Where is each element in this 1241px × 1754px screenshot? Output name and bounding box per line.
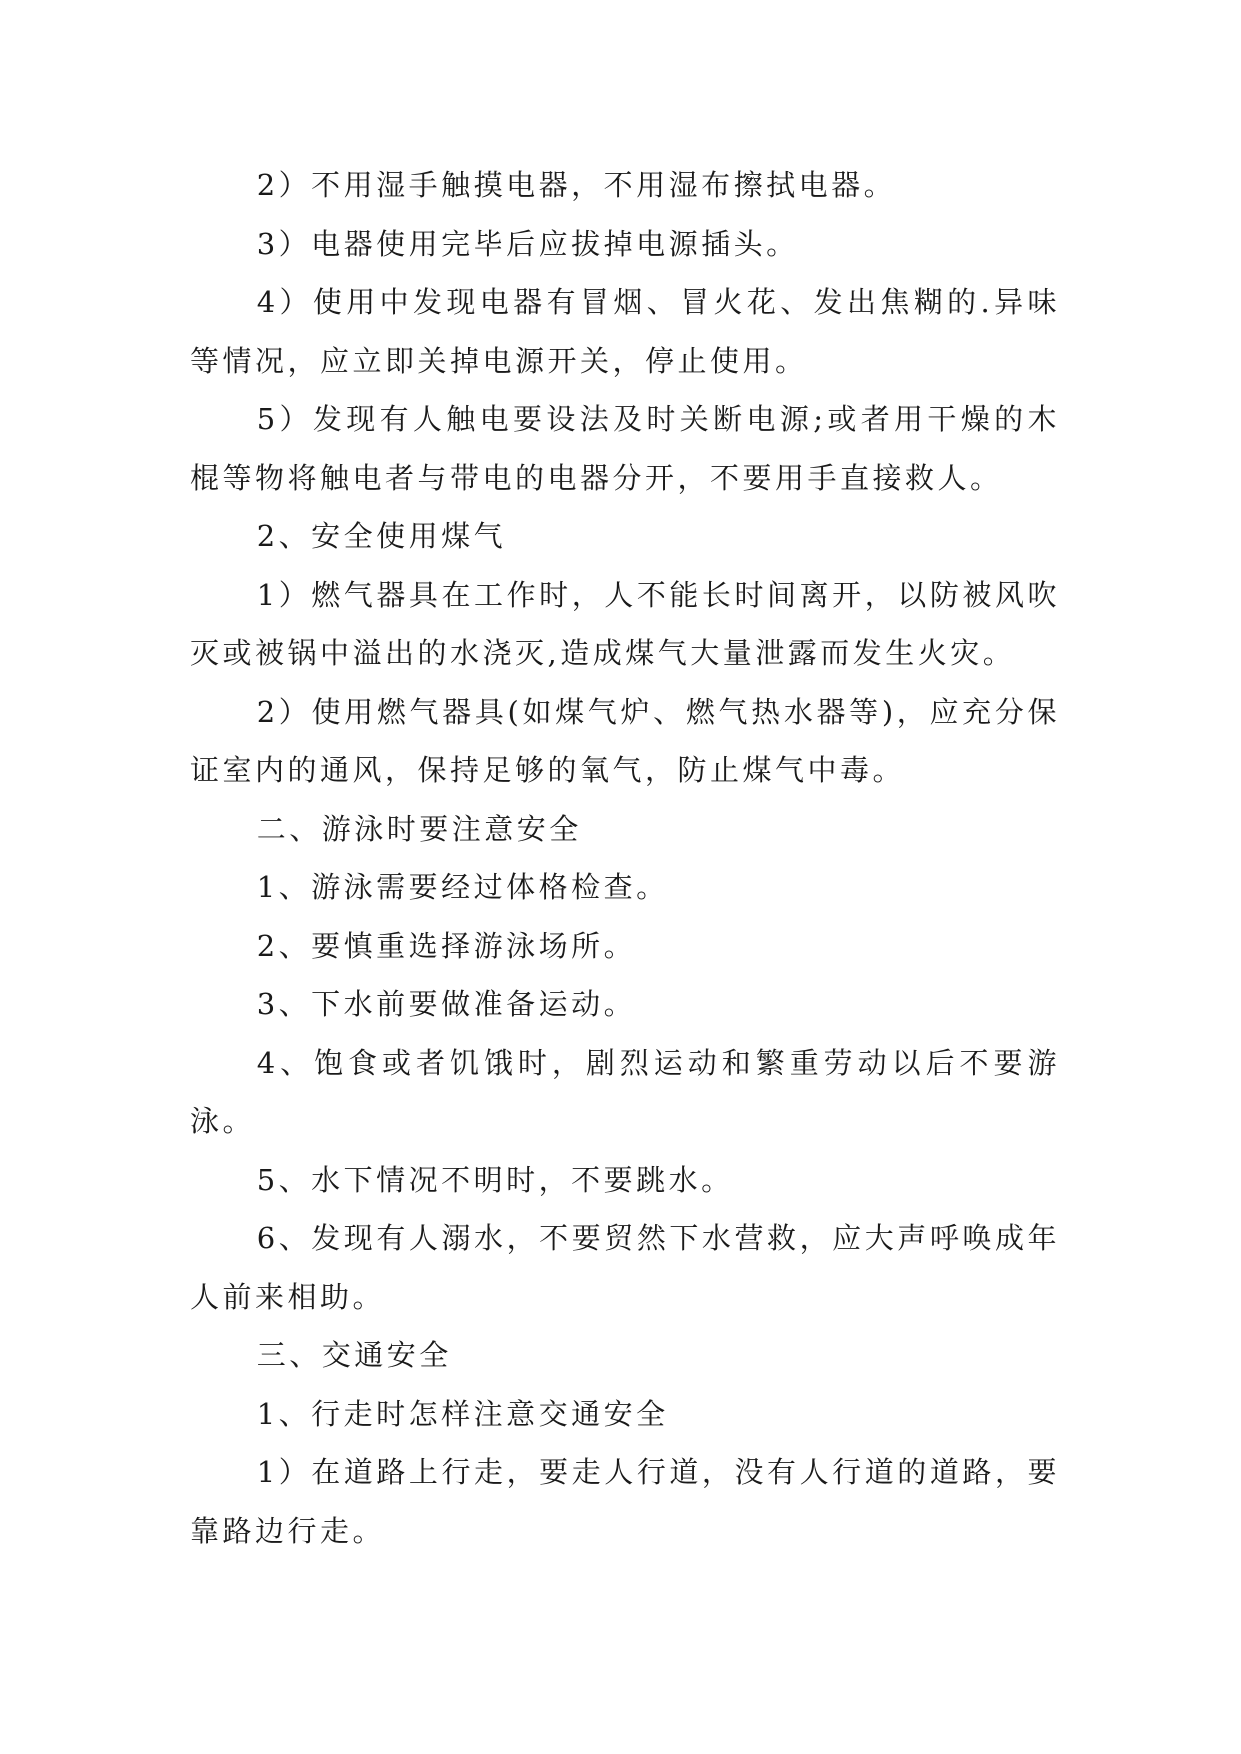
document-body bbox=[190, 156, 1060, 1560]
section-heading-traffic: 三、交通安全 bbox=[256, 1338, 452, 1372]
paragraph-swim-checkup: 1、游泳需要经过体格检查。 bbox=[256, 870, 669, 904]
paragraph-swim-rescue: 6、发现有人溺水，不要贸然下水营救，应大声呼唤成年人前来相助。 bbox=[190, 1221, 1060, 1314]
paragraph-walk-sidewalk: 1）在道路上行走，要走人行道，没有人行道的道路，要靠路边行走。 bbox=[190, 1455, 1060, 1548]
section-heading-swimming: 二、游泳时要注意安全 bbox=[256, 811, 582, 846]
paragraph-swim-diving: 5、水下情况不明时，不要跳水。 bbox=[256, 1162, 734, 1197]
paragraph-swim-location: 2、要慎重选择游泳场所。 bbox=[256, 928, 637, 963]
paragraph-swim-warmup: 3、下水前要做准备运动。 bbox=[256, 987, 637, 1021]
paragraph-swim-hunger: 4、饱食或者饥饿时，剧烈运动和繁重劳动以后不要游泳。 bbox=[190, 1045, 1060, 1138]
paragraph-gas-ventilation: 2）使用燃气器具(如煤气炉、燃气热水器等)，应充分保证室内的通风，保持足够的氧气，防止煤气中毒。 bbox=[190, 694, 1060, 787]
paragraph-gas-unattended: 1）燃气器具在工作时，人不能长时间离开，以防被风吹灭或被锅中溢出的水浇灭,造成煤气大量泄露而发生火灾。 bbox=[190, 577, 1060, 670]
subheading-gas-safety: 2、安全使用煤气 bbox=[256, 519, 507, 553]
paragraph-electric-shock: 5）发现有人触电要设法及时关断电源;或者用干燥的木棍等物将触电者与带电的电器分开，不要用手直接救人。 bbox=[190, 402, 1060, 495]
subheading-walking-safety: 1、行走时怎样注意交通安全 bbox=[256, 1396, 669, 1431]
paragraph-appliance-unplug: 3）电器使用完毕后应拔掉电源插头。 bbox=[256, 226, 799, 261]
paragraph-appliance-smoke: 4）使用中发现电器有冒烟、冒火花、发出焦糊的.异味等情况，应立即关掉电源开关，停止使用。 bbox=[190, 285, 1060, 378]
paragraph-appliance-wet-hands: 2）不用湿手触摸电器，不用湿布擦拭电器。 bbox=[256, 168, 897, 202]
